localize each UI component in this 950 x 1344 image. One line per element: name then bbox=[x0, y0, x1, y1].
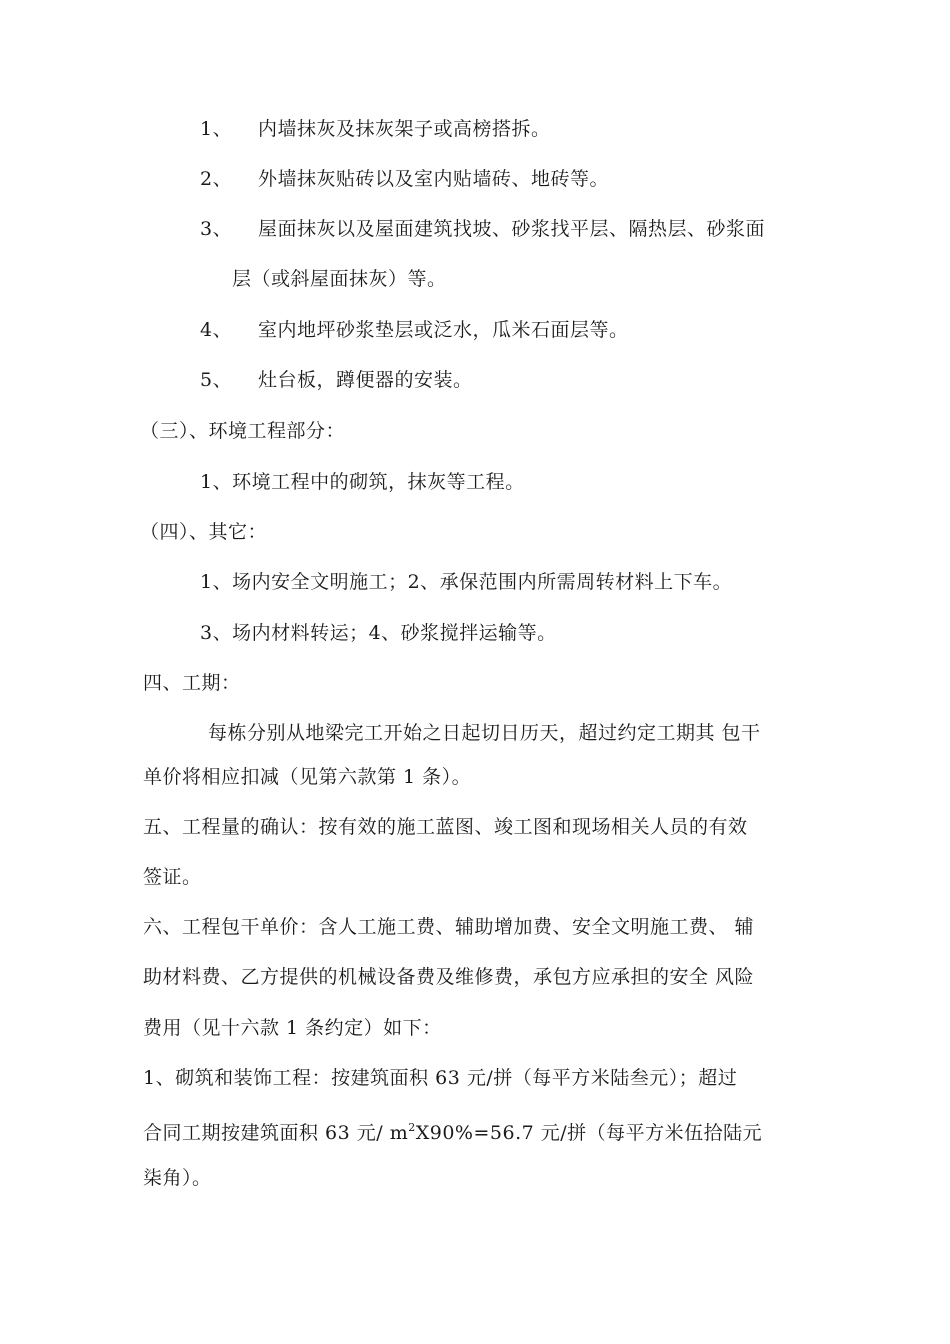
paragraph-line: 费用（见十六款 1 条约定）如下： bbox=[143, 1017, 442, 1039]
list-item-continuation: 层（或斜屋面抹灰）等。 bbox=[232, 268, 447, 290]
section-heading: （四）、其它： bbox=[140, 521, 268, 543]
superscript: 2 bbox=[408, 1121, 416, 1134]
item-number: 1、 bbox=[200, 118, 233, 140]
item-text: 内墙抹灰及抹灰架子或高榜搭拆。 bbox=[258, 118, 551, 140]
item-number: 4、 bbox=[200, 319, 233, 341]
item-number: 5、 bbox=[200, 369, 233, 391]
item-text: 室内地坪砂浆垫层或泛水，瓜米石面层等。 bbox=[258, 319, 629, 341]
paragraph-line: 六、工程包干单价：含人工施工费、辅助增加费、安全文明施工费、 辅 bbox=[143, 916, 755, 938]
text-segment: X90%=56.7 元/拼（每平方米伍拾陆元 bbox=[415, 1122, 763, 1144]
paragraph-line: 1、场内安全文明施工；2、承保范围内所需周转材料上下车。 bbox=[200, 571, 733, 593]
list-item bbox=[200, 166, 609, 192]
item-text: 屋面抹灰以及屋面建筑找坡、砂浆找平层、隔热层、砂浆面 bbox=[258, 218, 766, 240]
paragraph-line bbox=[143, 1115, 762, 1146]
text-segment: 合同工期按建筑面积 63 元/ m bbox=[143, 1122, 409, 1144]
paragraph-line: 1、砌筑和装饰工程：按建筑面积 63 元/拼（每平方米陆叁元）；超过 bbox=[143, 1067, 738, 1089]
list-item bbox=[200, 317, 629, 343]
item-number: 2、 bbox=[200, 168, 233, 190]
section-heading: 四、工期： bbox=[143, 672, 241, 694]
paragraph-line: 单价将相应扣减（见第六款第 1 条）。 bbox=[143, 766, 472, 788]
paragraph-line: 签证。 bbox=[143, 866, 202, 888]
list-item bbox=[200, 116, 551, 142]
paragraph-line: 柒角）。 bbox=[143, 1167, 212, 1189]
paragraph-line: 1、环境工程中的砌筑，抹灰等工程。 bbox=[200, 471, 525, 493]
paragraph-line: 每栋分别从地梁完工开始之日起切日历天，超过约定工期其 包干 bbox=[208, 722, 761, 744]
item-number: 3、 bbox=[200, 218, 233, 240]
paragraph-line: 助材料费、乙方提供的机械设备费及维修费，承包方应承担的安全 风险 bbox=[143, 966, 755, 988]
paragraph-line: 3、场内材料转运；4、砂浆搅拌运输等。 bbox=[200, 622, 557, 644]
item-text: 外墙抹灰贴砖以及室内贴墙砖、地砖等。 bbox=[258, 168, 610, 190]
list-item bbox=[200, 367, 473, 393]
paragraph-line: 五、工程量的确认：按有效的施工蓝图、竣工图和现场相关人员的有效 bbox=[143, 816, 748, 838]
section-heading: （三）、环境工程部分： bbox=[140, 420, 346, 442]
item-text: 灶台板，蹲便器的安装。 bbox=[258, 369, 473, 391]
list-item bbox=[200, 216, 765, 242]
